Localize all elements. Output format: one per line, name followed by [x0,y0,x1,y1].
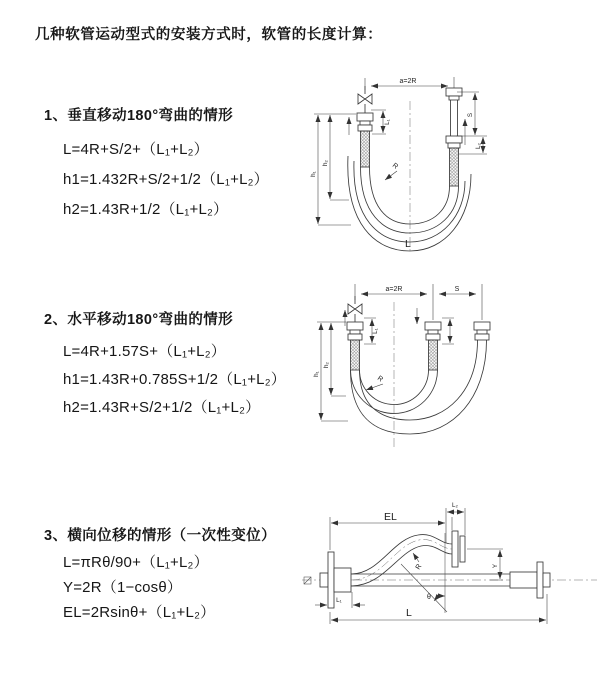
dim-label-r: R [390,162,400,171]
section-2-heading: 2、水平移动180°弯曲的情形 [44,312,234,328]
section-2-formula-L: L=4R+1.57S+（L₁+L₂） [63,343,226,360]
diagram-horizontal-180-bend [300,278,595,458]
upper-flange-displaced [452,531,465,567]
middle-fitting [425,322,441,340]
construction-radius-line [401,564,447,612]
dim-label-h2: h₂ [322,160,329,166]
dim-label-h2: h₂ [323,362,330,368]
section-1-heading: 1、垂直移动180°弯曲的情形 [44,108,234,124]
dim-label-l1: L₁ [384,119,391,125]
hose-s-curve [351,535,452,586]
right-fitting-displaced [474,322,490,340]
left-fitting [347,322,363,340]
dim-label-a2r: a=2R [399,78,417,85]
dim-label-l2: L₂ [475,143,482,149]
radius-leader [385,171,397,180]
left-braided-hose [351,340,360,370]
dim-label-l: L [405,238,411,250]
section-3-formula-Y: Y=2R（1−cosθ） [63,579,183,596]
right-braided-hose [450,148,459,186]
left-fitting [357,113,373,131]
radius-leader [366,384,383,390]
left-braided-hose [361,131,370,167]
right-fitting-upper [446,88,462,100]
section-1-formula-L: L=4R+S/2+（L₁+L₂） [63,141,209,158]
dim-label-l1: L₁ [336,597,342,604]
valve-icon [358,86,372,113]
diagram-lateral-displacement [300,495,600,660]
dim-label-s: S [467,112,474,118]
dim-label-h1: h₁ [310,171,317,177]
dim-label-a2r: a=2R [385,286,403,293]
dim-label-l1: L₁ [372,328,379,334]
dim-label-h1: h₁ [313,371,320,377]
middle-braided-hose [429,340,438,370]
dim-label-theta: θ [427,594,431,601]
page-title: 几种软管运动型式的安装方式时，软管的长度计算： [35,27,383,43]
section-3-formula-L: L=πRθ/90+（L₁+L₂） [63,554,209,571]
weld-symbol [304,577,311,584]
section-2-formula-h2: h2=1.43R+S/2+1/2（L₁+L₂） [63,399,261,416]
hose-u-bend [351,340,487,434]
dim-label-l: L [406,607,412,619]
section-3-formula-EL: EL=2Rsinθ+（L₁+L₂） [63,604,216,621]
section-3-heading: 3、横向位移的情形（一次性变位） [44,528,276,544]
right-flange [510,562,550,598]
dim-label-l2: L₂ [452,502,458,509]
valve-icon [348,296,362,322]
dim-label-el: EL [384,511,397,523]
right-pipe-stem [451,100,458,136]
section-2-formula-h1: h1=1.43R+0.785S+1/2（L₁+L₂） [63,371,286,388]
section-1-formula-h2: h2=1.43R+1/2（L₁+L₂） [63,201,229,218]
dim-label-r: R [375,374,385,384]
dim-label-r: R [414,563,424,572]
right-fitting-lower [446,136,462,148]
diagram-vertical-180-bend [305,73,590,258]
dim-label-s: S [454,286,460,293]
section-1-formula-h1: h1=1.432R+S/2+1/2（L₁+L₂） [63,171,269,188]
dim-label-y: Y [492,563,499,569]
radius-leader [413,553,419,562]
